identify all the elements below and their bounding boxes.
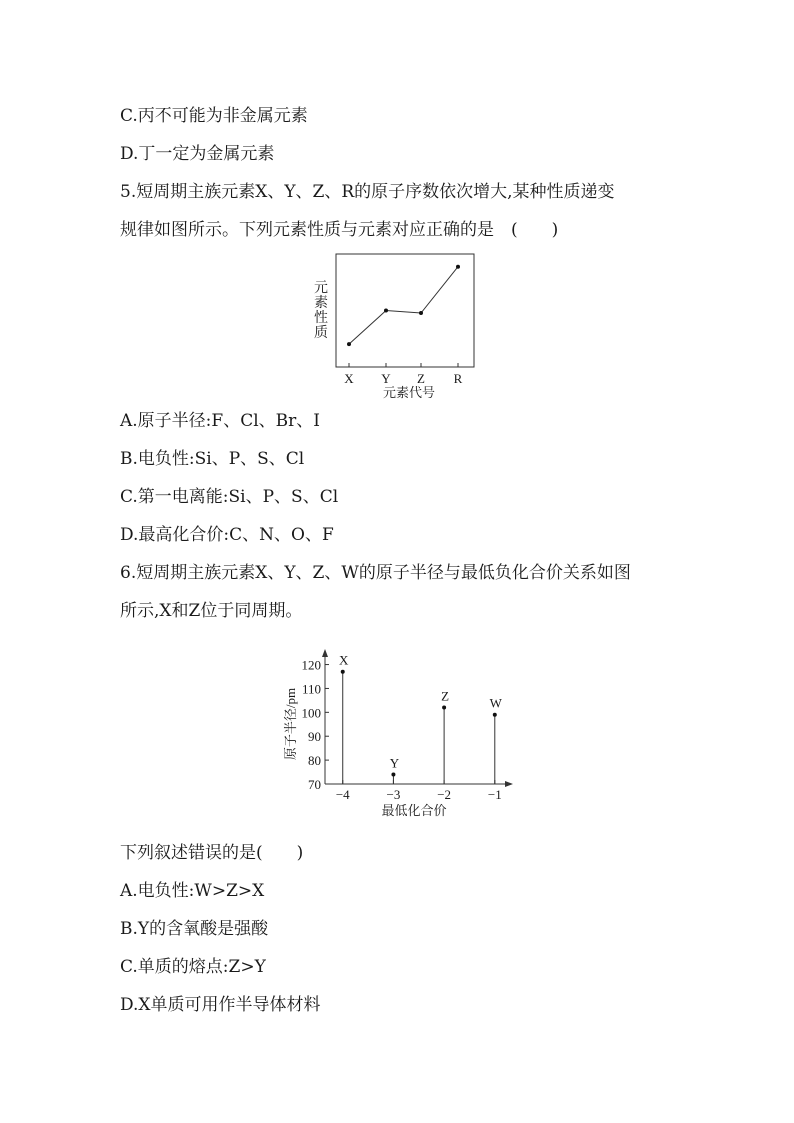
chart6-point-label-Z: Z	[441, 688, 450, 704]
chart6-point-W	[493, 713, 497, 717]
chart5-series-line	[349, 267, 458, 344]
chart5-xlabel: 元素代号	[382, 385, 436, 400]
chart6-y-arrow	[322, 649, 328, 657]
q6-option-d: D.X单质可用作半导体材料	[120, 995, 321, 1015]
chart5-point-R	[456, 265, 460, 269]
chart5-ylabel-char: 质	[314, 326, 328, 341]
chart6-x-arrow	[505, 781, 513, 787]
chart6-ytick-90: 90	[308, 729, 321, 745]
chart6-ytick-80: 80	[308, 753, 321, 769]
chart5-frame	[336, 254, 474, 367]
q6-stem-line2: 所示,X和Z位于同周期。	[120, 601, 303, 621]
chart6-ytick-100: 100	[301, 705, 321, 721]
q6-chart	[275, 640, 520, 825]
q6-option-b: B.Y的含氧酸是强酸	[120, 919, 269, 939]
chart6-ytick-110: 110	[301, 681, 321, 697]
chart5-xtick-Z: Z	[417, 371, 425, 386]
chart6-point-label-X: X	[339, 652, 349, 668]
chart5-ylabel-char: 素	[314, 296, 328, 311]
chart5-ylabel-char: 元	[314, 281, 328, 296]
q5-option-d: D.最高化合价:C、N、O、F	[120, 525, 334, 545]
q5-option-b: B.电负性:Si、P、S、Cl	[120, 449, 305, 469]
q4-option-c: C.丙不可能为非金属元素	[120, 106, 308, 126]
chart6-ylabel: 原子半径/pm	[283, 687, 298, 761]
chart6-xtick--1: −1	[487, 787, 502, 802]
q6-question: 下列叙述错误的是( )	[120, 843, 304, 863]
chart6-point-Y	[391, 772, 395, 776]
chart6-xtick--3: −3	[386, 787, 401, 802]
chart5-ylabel-char: 性	[314, 311, 328, 326]
q5-stem-line1: 5.短周期主族元素X、Y、Z、R的原子序数依次增大,某种性质递变	[120, 182, 615, 202]
chart5-point-X	[347, 342, 351, 346]
q6-option-c: C.单质的熔点:Z>Y	[120, 957, 266, 977]
chart5-xtick-Y: Y	[381, 371, 391, 386]
chart6-ytick-120: 120	[301, 657, 321, 673]
chart6-xtick--2: −2	[437, 787, 452, 802]
chart5-point-Z	[419, 311, 423, 315]
chart6-xlabel: 最低化合价	[381, 803, 447, 818]
q6-stem-line1: 6.短周期主族元素X、Y、Z、W的原子半径与最低负化合价关系如图	[120, 563, 631, 583]
chart5-xtick-R: R	[453, 371, 463, 386]
q5-option-c: C.第一电离能:Si、P、S、Cl	[120, 487, 339, 507]
q5-chart	[305, 248, 485, 404]
q5-option-a: A.原子半径:F、Cl、Br、I	[120, 411, 320, 431]
q5-stem-line2: 规律如图所示。下列元素性质与元素对应正确的是 ( )	[120, 220, 559, 240]
chart5-ylabel	[314, 280, 328, 341]
chart5-xtick-X: X	[344, 371, 354, 386]
chart6-ytick-70: 70	[308, 777, 321, 792]
q6-option-a: A.电负性:W>Z>X	[120, 881, 265, 901]
chart6-point-label-W: W	[489, 695, 502, 711]
chart5-point-Y	[384, 309, 388, 313]
q4-option-d: D.丁一定为金属元素	[120, 144, 275, 164]
chart6-xtick--4: −4	[335, 787, 350, 802]
chart6-point-label-Y: Y	[389, 755, 400, 771]
chart6-point-Z	[442, 706, 446, 710]
chart6-point-X	[341, 670, 345, 674]
